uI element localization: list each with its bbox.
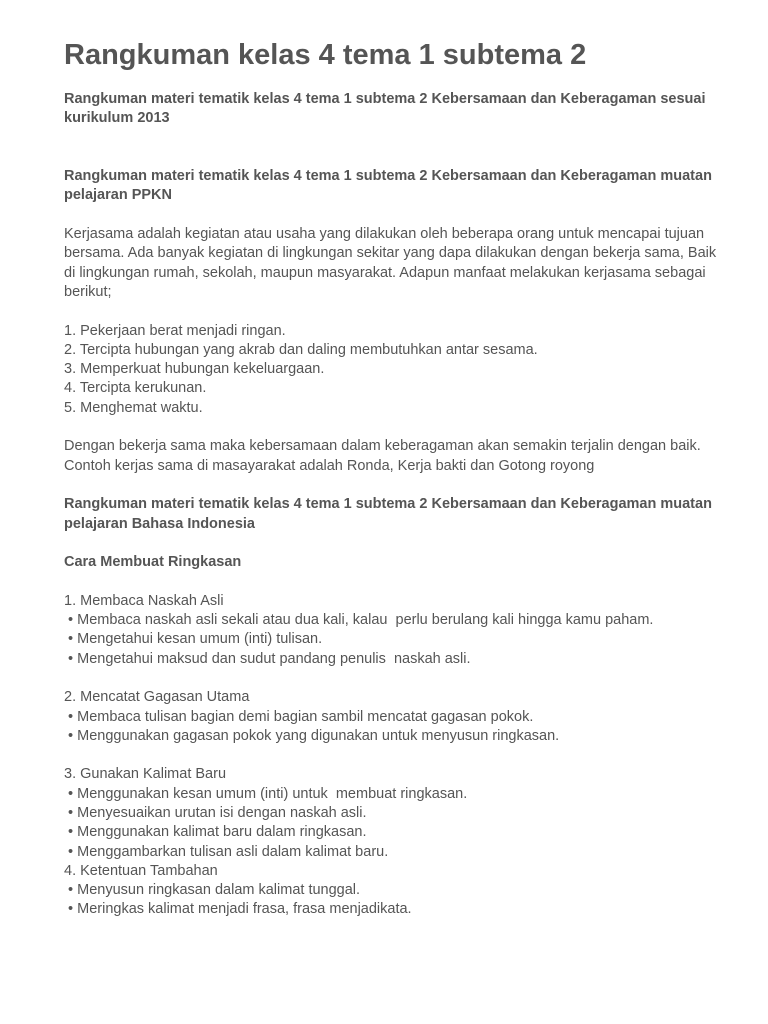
paragraph-kerjasama-closing: Dengan bekerja sama maka kebersamaan dalam keberagaman akan semakin terjalin dengan baik. Contoh kerjas sama di masayarakat adalah Ronda, Kerja bakti dan Gotong royong <box>64 438 701 474</box>
step-item: • Menggunakan kesan umum (inti) untuk membuat ringkasan. <box>64 785 468 802</box>
list-item: 4. Tercipta kerukunan. <box>64 380 207 397</box>
step-item: • Meringkas kalimat menjadi frasa, frasa menjadikata. <box>64 901 412 918</box>
step-title: 3. Gunakan Kalimat Baru <box>64 766 227 783</box>
step-1-block <box>64 592 728 669</box>
step-title: 2. Mencatat Gagasan Utama <box>64 689 250 706</box>
subheading-cara-membuat-ringkasan: Cara Membuat Ringkasan <box>64 554 242 571</box>
step-item: • Menyesuaikan urutan isi dengan naskah asli. <box>64 804 367 821</box>
section-heading-ppkn: Rangkuman materi tematik kelas 4 tema 1 subtema 2 Kebersamaan dan Keberagaman muatan pelajaran PPKN <box>64 168 712 204</box>
document-page <box>64 38 728 920</box>
step-item: • Membaca naskah asli sekali atau dua kali, kalau perlu berulang kali hingga kamu paham. <box>64 612 654 629</box>
step-3-block <box>64 765 728 861</box>
list-item: 5. Menghemat waktu. <box>64 399 203 416</box>
step-item: • Menggunakan gagasan pokok yang digunakan untuk menyusun ringkasan. <box>64 727 560 744</box>
step-title: 1. Membaca Naskah Asli <box>64 592 224 609</box>
step-item: • Mengetahui maksud dan sudut pandang penulis naskah asli. <box>64 650 471 667</box>
list-item: 1. Pekerjaan berat menjadi ringan. <box>64 322 286 339</box>
document-title: Rangkuman kelas 4 tema 1 subtema 2 <box>64 39 587 71</box>
document-subtitle: Rangkuman materi tematik kelas 4 tema 1 subtema 2 Kebersamaan dan Keberagaman sesuai kurikulum 2013 <box>64 91 706 127</box>
step-4-block <box>64 862 728 920</box>
section-heading-bahasa: Rangkuman materi tematik kelas 4 tema 1 subtema 2 Kebersamaan dan Keberagaman muatan pelajaran Bahasa Indonesia <box>64 496 712 532</box>
step-item: • Menggambarkan tulisan asli dalam kalimat baru. <box>64 843 389 860</box>
paragraph-kerjasama-intro: Kerjasama adalah kegiatan atau usaha yang dilakukan oleh beberapa orang untuk mencapai tujuan bersama. Ada banyak kegiatan di lingkungan sekitar yang dapa dilakukan dengan bekerja sama, Baik di lingkungan rumah, sekolah, maupun masyarakat. Adapun manfaat melakukan kerjasama sebagai berikut; <box>64 226 717 300</box>
step-item: • Menyusun ringkasan dalam kalimat tunggal. <box>64 882 361 899</box>
list-manfaat-kerjasama <box>64 322 728 418</box>
step-2-block <box>64 688 728 746</box>
list-item: 3. Memperkuat hubungan kekeluargaan. <box>64 361 325 378</box>
list-item: 2. Tercipta hubungan yang akrab dan daling membutuhkan antar sesama. <box>64 341 538 358</box>
step-title: 4. Ketentuan Tambahan <box>64 862 218 879</box>
step-item: • Membaca tulisan bagian demi bagian sambil mencatat gagasan pokok. <box>64 708 534 725</box>
step-item: • Mengetahui kesan umum (inti) tulisan. <box>64 631 323 648</box>
step-item: • Menggunakan kalimat baru dalam ringkasan. <box>64 824 367 841</box>
